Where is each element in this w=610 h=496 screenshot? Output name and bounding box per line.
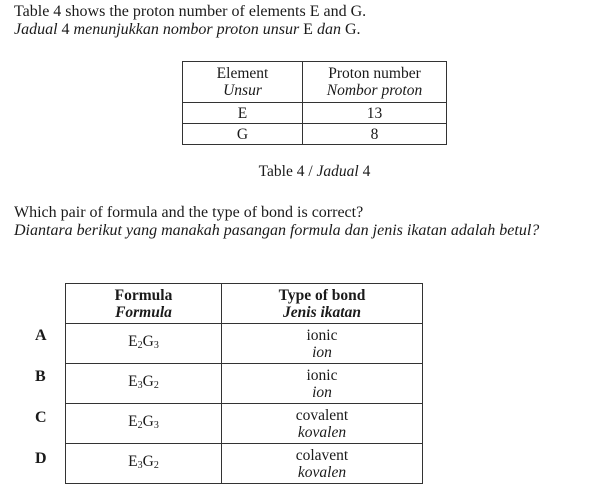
header-en: Formula [114, 286, 173, 304]
header-ms: Formula [115, 303, 172, 321]
cell-proton: 8 [303, 124, 447, 145]
intro-ms-part: dan [316, 21, 341, 38]
table-row [183, 124, 447, 145]
cell-element: E [183, 103, 303, 124]
proton-number-table [182, 61, 447, 145]
header-proton-number [303, 62, 447, 103]
option-label-d[interactable]: D [35, 450, 47, 467]
header-en: Proton number [328, 65, 421, 82]
cell-bond [222, 404, 423, 444]
option-label-c[interactable]: C [35, 409, 47, 426]
bond-en: colavent [295, 446, 349, 464]
intro-ms-part: 4 [57, 21, 74, 38]
option-label-b[interactable]: B [35, 368, 46, 385]
table-header-row [66, 284, 423, 324]
caption-part: Jadual [316, 163, 359, 180]
cell-bond [222, 324, 423, 364]
cell-proton: 13 [303, 103, 447, 124]
table-header-row [183, 62, 447, 103]
header-bond-type [222, 284, 423, 324]
cell-formula: $E_2G_3$ [66, 324, 222, 364]
cell-formula: $E_3G_2$ [66, 444, 222, 484]
question-english: Which pair of formula and the type of bond is correct? [14, 204, 364, 221]
cell-bond [222, 444, 423, 484]
header-ms: Nombor proton [326, 82, 423, 99]
option-row-b[interactable] [66, 364, 423, 404]
bond-ms: kovalen [297, 463, 347, 481]
bond-ms: ion [312, 383, 332, 401]
intro-ms-part: menunjukkan nombor proton unsur [73, 21, 300, 38]
options-table [65, 283, 423, 484]
intro-malay [14, 21, 361, 39]
header-en: Type of bond [278, 286, 366, 304]
caption-part: 4 [358, 163, 371, 180]
header-formula [66, 284, 222, 324]
intro-english: Table 4 shows the proton number of elements E and G. [14, 3, 367, 20]
option-row-d[interactable] [66, 444, 423, 484]
intro-ms-part: E [299, 21, 317, 38]
caption-part: Table 4 / [258, 163, 317, 180]
table-row [183, 103, 447, 124]
header-ms: Jenis ikatan [283, 303, 361, 321]
bond-ms: ion [312, 343, 332, 361]
bond-en: ionic [306, 326, 338, 344]
header-element [183, 62, 303, 103]
question-malay: Diantara berikut yang manakah pasangan formula dan jenis ikatan adalah betul? [14, 222, 540, 239]
table-caption [0, 163, 610, 181]
cell-element: G [183, 124, 303, 145]
intro-ms-part: Jadual [14, 21, 58, 38]
cell-bond [222, 364, 423, 404]
header-en: Element [216, 65, 269, 82]
cell-formula: $E_3G_2$ [66, 364, 222, 404]
option-row-c[interactable] [66, 404, 423, 444]
bond-ms: kovalen [297, 423, 347, 441]
bond-en: ionic [306, 366, 338, 384]
cell-formula: $E_2G_3$ [66, 404, 222, 444]
intro-ms-part: G. [340, 21, 361, 38]
header-ms: Unsur [223, 82, 262, 99]
option-label-a[interactable]: A [35, 327, 47, 344]
bond-en: covalent [295, 406, 349, 424]
option-row-a[interactable] [66, 324, 423, 364]
